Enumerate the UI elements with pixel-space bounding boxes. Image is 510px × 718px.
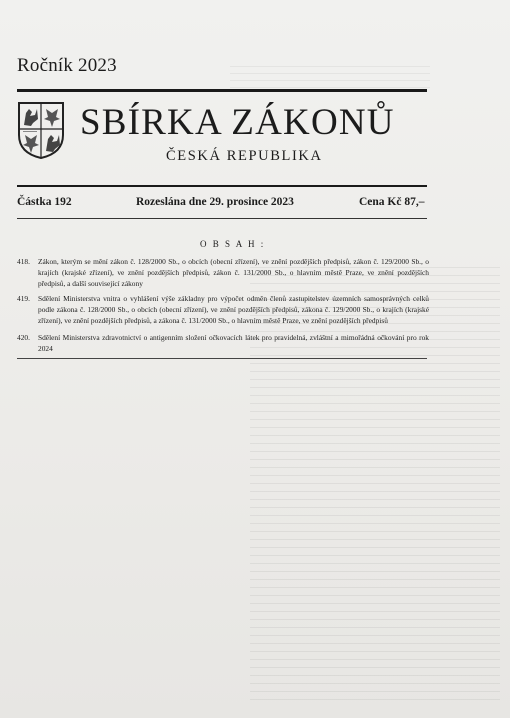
- gazette-title: SBÍRKA ZÁKONŮ: [80, 102, 395, 143]
- entry-number: 420.: [17, 333, 30, 342]
- distribution-date: Rozeslána dne 29. prosince 2023: [136, 196, 294, 208]
- contents-entry: [17, 256, 429, 290]
- entry-text: Sdělení Ministerstva vnitra o vyhlášení výše základny pro výpočet odměn členů zastupitelstev územních samosprávných celků podle zákona č. 128/2000 Sb., o obcích (obecní zřízení), ve znění pozdějších předpisů, zákona č. 129/2000 Sb., o krajích (krajské zřízení), ve znění pozdějších předpisů, a zákona č. 131/2000 Sb., o hlavním městě Praze, ve znění pozdějších předpisů: [38, 294, 429, 326]
- state-emblem-icon: [17, 101, 65, 160]
- contents-entry: [17, 293, 429, 327]
- issue-number: Částka 192: [17, 196, 72, 208]
- contents-bottom-rule: [17, 358, 427, 359]
- show-through-text-top: [230, 60, 430, 90]
- contents-heading: O B S A H :: [200, 239, 266, 249]
- price: Cena Kč 87,–: [359, 196, 425, 208]
- header-bottom-rule: [17, 185, 427, 187]
- entry-number: 418.: [17, 257, 30, 266]
- contents-entry: [17, 332, 429, 354]
- volume-year: Ročník 2023: [17, 55, 117, 76]
- gazette-subtitle: ČESKÁ REPUBLIKA: [166, 148, 323, 164]
- entry-text: Sdělení Ministerstva zdravotnictví o antigenním složení očkovacích látek pro pravidelná, zvláštní a mimořádná očkování pro rok 2024: [38, 333, 429, 354]
- header-rule: [17, 89, 427, 92]
- entry-number: 419.: [17, 294, 30, 303]
- entry-text: Zákon, kterým se mění zákon č. 128/2000 Sb., o obcích (obecní zřízení), ve znění pozdějších předpisů, zákon č. 129/2000 Sb., o krajích (krajské zřízení), ve znění pozdějších předpisů, zákon č. 131/2000 Sb., o hlavním městě Praze, ve znění pozdějších předpisů, a další související zákony: [38, 257, 429, 289]
- meta-rule: [17, 218, 427, 219]
